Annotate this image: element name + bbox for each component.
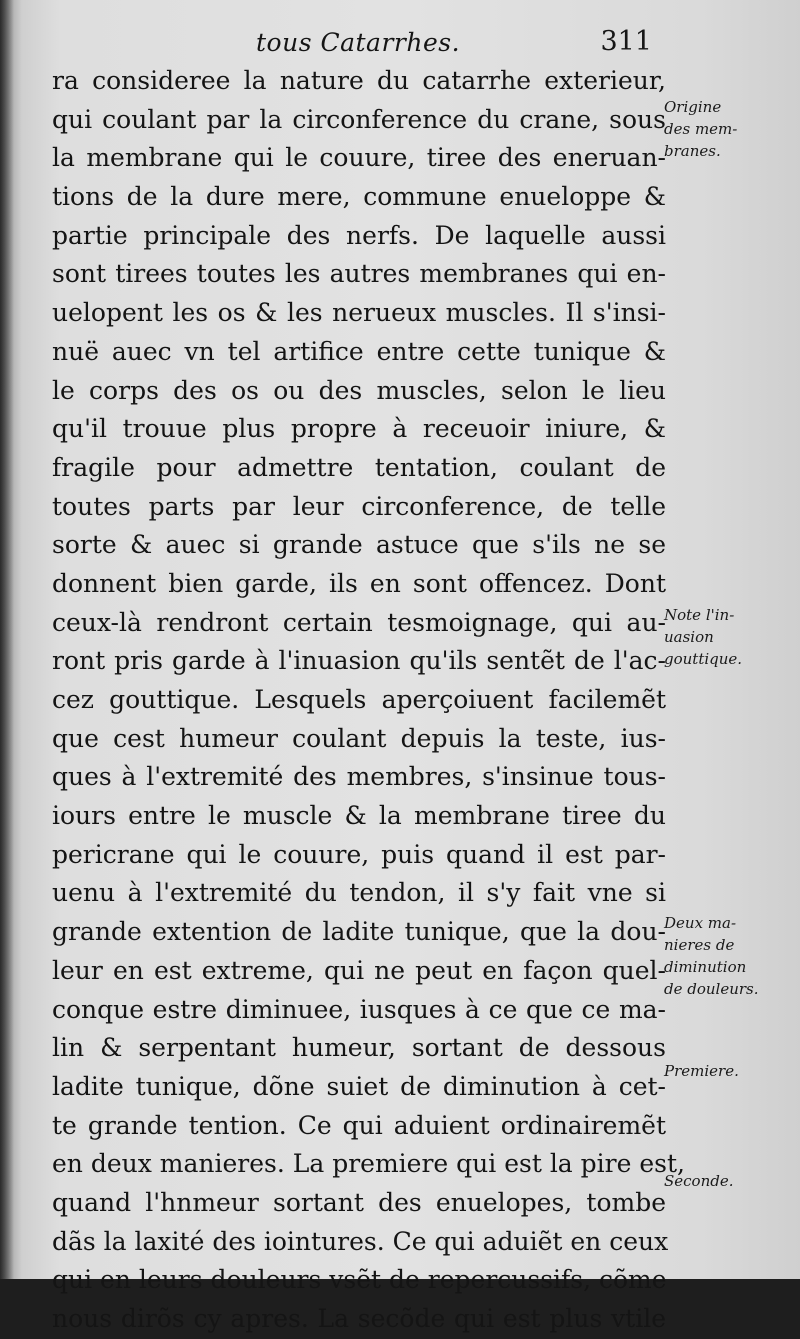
text-line: sont tirees toutes les autres membranes qui en- [52,259,666,289]
running-title: tous Catarrhes. [256,28,461,57]
text-line: la membrane qui le couure, tiree des eneruan- [52,143,666,173]
text-line: dãs la laxité des iointures. Ce qui aduiẽt en ceux [52,1226,669,1256]
binding-shadow [0,0,14,1279]
text-line: que cest humeur coulant depuis la teste, ius- [52,723,666,753]
text-line: ladite tunique, dõne suiet de diminution à cet- [52,1071,666,1101]
text-line: conque estre diminuee, iusques à ce que ce ma- [52,994,666,1024]
margin-note-line: Seconde. [664,1172,734,1190]
text-line: sorte & auec si grande astuce que s'ils ne se [52,530,666,560]
text-line: qui en leurs douleurs vsẽt de repercussifs, cõme [52,1265,667,1295]
margin-note-seconde [664,1170,796,1192]
margin-notes [664,0,794,1279]
margin-note-deux-manieres [664,912,796,1000]
text-line: uenu à l'extremité du tendon, il s'y fait vne si [52,878,666,908]
margin-note-inuasion [664,604,796,670]
margin-note-line: Deux ma- [664,914,737,932]
text-line: ra consideree la nature du catarrhe exterieur, [52,66,666,95]
body-text [52,62,685,1339]
margin-note-premiere [664,1060,796,1082]
text-line: pericrane qui le couure, puis quand il est par- [52,839,666,869]
margin-note-line: diminution [664,958,747,976]
text-line: toutes parts par leur circonference, de telle [52,491,666,521]
margin-note-line: nieres de [664,936,735,954]
text-line: nuë auec vn tel artifice entre cette tunique & [52,336,666,366]
text-line: donnent bien garde, ils en sont offencez. Dont [52,568,666,598]
margin-note-line: Origine [664,98,722,116]
text-line: cez gouttique. Lesquels aperçoiuent facilemẽt [52,685,666,714]
text-line: te grande tention. Ce qui aduient ordinairemẽt [52,1110,666,1140]
page-number: 311 [600,26,652,57]
text-line: leur en est extreme, qui ne peut en façon quel- [52,955,666,985]
text-line: grande extention de ladite tunique, que la dou- [52,917,666,947]
text-line: fragile pour admettre tentation, coulant de [52,452,666,482]
text-line: nous dirõs cy apres. La secõde qui est plus vtile [52,1304,666,1333]
text-line: uelopent les os & les nerueux muscles. Il s'insi- [52,298,666,328]
text-line: partie principale des nerfs. De laquelle aussi [52,220,666,250]
text-line: le corps des os ou des muscles, selon le lieu [52,375,666,405]
text-line: en deux manieres. La premiere qui est la pire est, [52,1149,685,1179]
margin-note-line: gouttique. [664,650,743,668]
margin-note-line: Note l'in- [664,606,735,624]
text-line: tions de la dure mere, commune enueloppe & [52,182,666,212]
margin-note-line: de douleurs. [664,980,759,998]
margin-note-line: des mem- [664,120,738,138]
text-line: iours entre le muscle & la membrane tiree du [52,801,666,831]
text-line: quand l'hnmeur sortant des enuelopes, tombe [52,1187,666,1217]
text-line: ques à l'extremité des membres, s'insinue tous- [52,762,666,792]
margin-note-line: Premiere. [664,1062,739,1080]
text-line: lin & serpentant humeur, sortant de dessous [52,1033,666,1063]
text-line: qu'il trouue plus propre à receuoir iniure, & [52,414,666,444]
text-line: qui coulant par la circonference du crane, sous [52,104,666,134]
margin-note-line: uasion [664,628,714,646]
margin-note-line: branes. [664,142,721,160]
text-line: ceux-là rendront certain tesmoignage, qui au- [52,607,666,637]
margin-note-origine [664,96,796,162]
page-header [60,24,660,60]
text-line: ront pris garde à l'inuasion qu'ils sentẽt de l'ac- [52,646,666,676]
